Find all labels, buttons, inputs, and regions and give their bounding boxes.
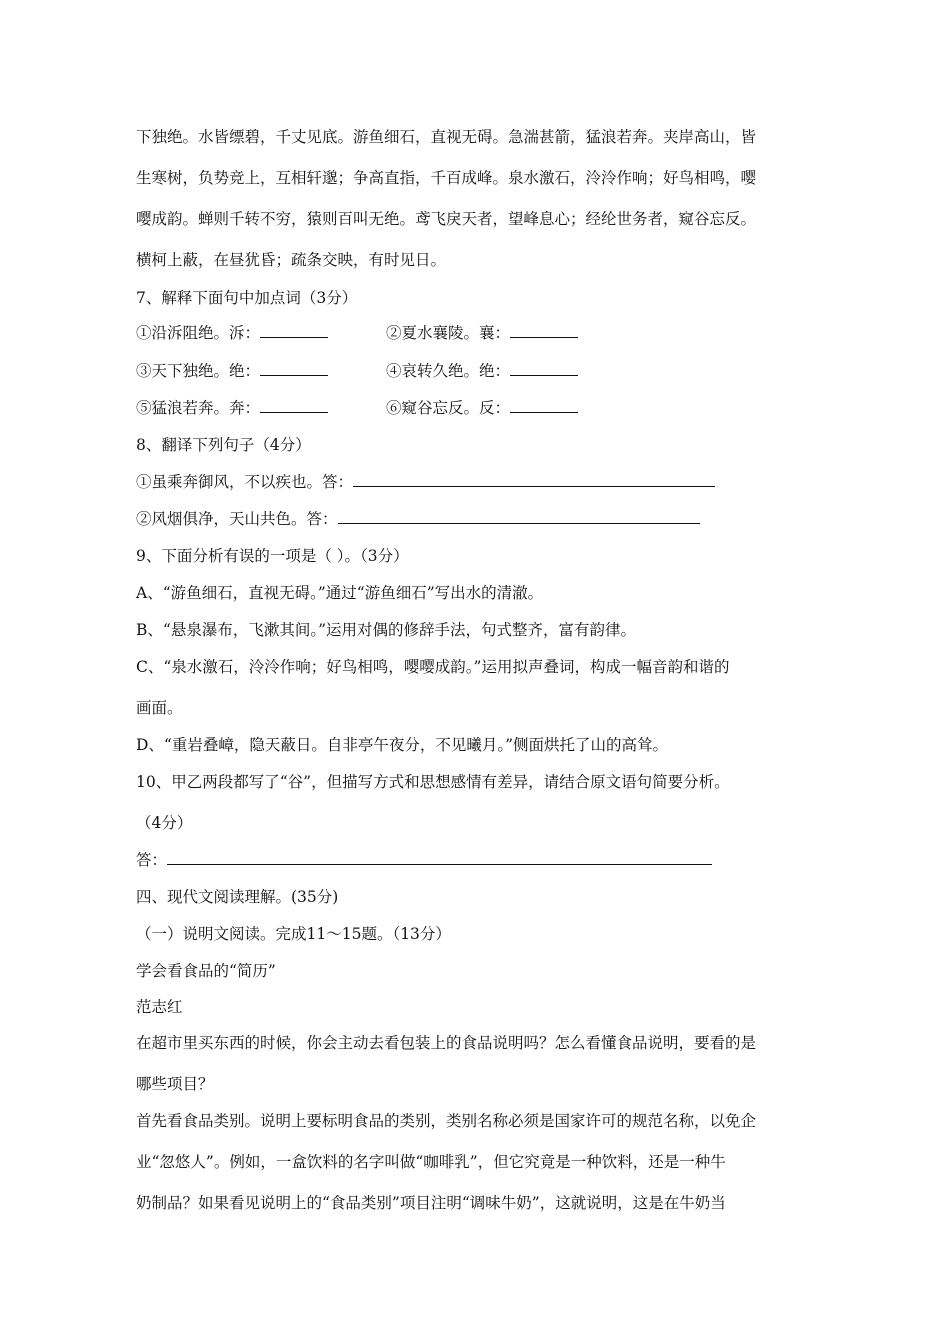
q7-item-3 bbox=[136, 361, 328, 381]
q7-blank-4[interactable] bbox=[510, 361, 578, 376]
passage-line: 嘤成韵。蝉则千转不穷，猿则百叫无绝。鸢飞戾天者，望峰息心；经纶世务者，窥谷忘反。 bbox=[136, 210, 757, 228]
q7-item-3-text: ③天下独绝。绝： bbox=[136, 362, 261, 380]
q7-blank-1[interactable] bbox=[260, 323, 328, 338]
section4-subtitle: （一）说明文阅读。完成11～15题。（13分） bbox=[136, 925, 451, 943]
passage-line: 横柯上蔽，在昼犹昏；疏条交映，有时见日。 bbox=[136, 251, 447, 269]
q8-item-1-text: ①虽乘奔御风，不以疾也。答： bbox=[136, 473, 354, 491]
q9-option-c-cont: 画面。 bbox=[136, 699, 183, 717]
q7-item-1 bbox=[136, 323, 328, 343]
q7-item-5 bbox=[136, 398, 328, 418]
q8-answer-line-1[interactable] bbox=[353, 472, 715, 487]
q8-title: 8、翻译下列句子（4分） bbox=[136, 436, 311, 454]
q8-item-1 bbox=[136, 472, 715, 492]
q10-points: （4分） bbox=[136, 814, 193, 832]
q7-blank-3[interactable] bbox=[260, 361, 328, 376]
passage-line: 生寒树，负势竞上，互相轩邈；争高直指，千百成峰。泉水激石，泠泠作响；好鸟相鸣，嘤 bbox=[136, 169, 757, 187]
q8-answer-line-2[interactable] bbox=[338, 509, 700, 524]
q9-option-b: B、“悬泉瀑布，飞漱其间。”运用对偶的修辞手法，句式整齐，富有韵律。 bbox=[136, 621, 636, 639]
q7-item-4 bbox=[386, 361, 578, 381]
article-author: 范志红 bbox=[136, 998, 183, 1016]
q7-item-6-text: ⑥窥谷忘反。反： bbox=[386, 399, 511, 417]
q9-option-a: A、“游鱼细石，直视无碍。”通过“游鱼细石”写出水的清澈。 bbox=[136, 584, 544, 602]
article-line: 哪些项目？ bbox=[136, 1075, 214, 1093]
q7-item-1-text: ①沿泝阻绝。泝： bbox=[136, 324, 261, 342]
q10-answer-line[interactable] bbox=[167, 850, 712, 865]
q7-item-5-text: ⑤猛浪若奔。奔： bbox=[136, 399, 261, 417]
q7-blank-2[interactable] bbox=[510, 323, 578, 338]
q9-title: 9、下面分析有误的一项是（ ）。（3分） bbox=[136, 547, 409, 565]
article-line: 业“忽悠人”。例如，一盒饮料的名字叫做“咖啡乳”，但它究竟是一种饮料，还是一种牛 bbox=[136, 1153, 726, 1171]
passage-line: 下独绝。水皆缥碧，千丈见底。游鱼细石，直视无碍。急湍甚箭，猛浪若奔。夹岸高山，皆 bbox=[136, 128, 757, 146]
article-line: 在超市里买东西的时候，你会主动去看包装上的食品说明吗？怎么看懂食品说明，要看的是 bbox=[136, 1034, 757, 1052]
q7-item-2-text: ②夏水襄陵。襄： bbox=[386, 324, 511, 342]
q10-title: 10、甲乙两段都写了“谷”，但描写方式和思想感情有差异，请结合原文语句简要分析。 bbox=[136, 773, 730, 791]
q8-item-2 bbox=[136, 509, 700, 529]
q7-item-2 bbox=[386, 323, 578, 343]
q10-answer bbox=[136, 850, 712, 870]
q8-item-2-text: ②风烟俱净，天山共色。答： bbox=[136, 510, 338, 528]
q7-item-6 bbox=[386, 398, 578, 418]
q7-blank-6[interactable] bbox=[510, 398, 578, 413]
article-line: 首先看食品类别。说明上要标明食品的类别，类别名称必须是国家许可的规范名称，以免企 bbox=[136, 1112, 757, 1130]
q7-title: 7、解释下面句中加点词（3分） bbox=[136, 289, 358, 307]
article-title: 学会看食品的“简历” bbox=[136, 962, 276, 980]
section4-title: 四、现代文阅读理解。(35分) bbox=[136, 888, 339, 906]
q10-answer-label: 答： bbox=[136, 851, 168, 869]
article-line: 奶制品？如果看见说明上的“食品类别”项目注明“调味牛奶”，这就说明，这是在牛奶当 bbox=[136, 1194, 726, 1212]
q9-option-c: C、“泉水激石，泠泠作响；好鸟相鸣，嘤嘤成韵。”运用拟声叠词，构成一幅音韵和谐的 bbox=[136, 658, 730, 676]
q9-option-d: D、“重岩叠嶂，隐天蔽日。自非亭午夜分，不见曦月。”侧面烘托了山的高耸。 bbox=[136, 736, 669, 754]
q7-item-4-text: ④哀转久绝。绝： bbox=[386, 362, 511, 380]
q7-blank-5[interactable] bbox=[260, 398, 328, 413]
